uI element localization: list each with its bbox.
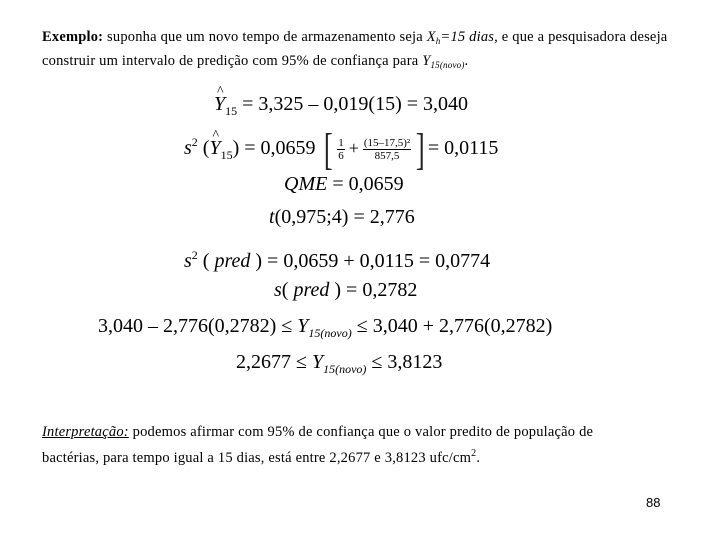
page-number: 88 (646, 495, 661, 510)
xh-symbol: $X_h=15$ dias, (426, 29, 498, 46)
example-label: Exemplo: (42, 29, 104, 45)
intro-text-2: e que a pesquisadora deseja construir um intervalo de predição com 95% de confiança para (42, 29, 668, 69)
fraction-1: $\frac{1}{6}$ (338, 136, 344, 162)
interpretation-paragraph: Interpretação: podemos afirmar com 95% de confiança que o valor predito de população de bactérias, para tempo igual a 15 dias, está entre 2,2677 e 3,8123 ufc/$cm^2$. (42, 424, 594, 466)
interpretation-text: podemos afirmar com 95% de confiança que o valor predito de população de bactérias, para tempo igual a 15 dias, está entre 2,2677 e 3,8123 ufc/cm (42, 424, 594, 466)
intro-text-1: suponha que um novo tempo de armazenamento seja (103, 29, 427, 45)
equation-variance-yhat: $s^2$ (^ $Y_{15}) = 0,0659$ [ $\frac{1}{6}$ + $\frac{\text{(15–17,5)²}}{857,5}$ ] = 0,0115 (184, 130, 498, 170)
left-bracket: [ (323, 125, 333, 174)
equation-t-value: t(0,975;4) = 2,776 (269, 206, 415, 228)
intro-paragraph: Exemplo: suponha que um novo tempo de armazenamento seja $X_h=15$ dias, e que a pesquisadora deseja construir um intervalo de predição com 95% de confiança para $Y_{15(novo)}$. (42, 29, 668, 70)
fraction-2: $\frac{\text{(15–17,5)²}}{857,5}$ (363, 136, 411, 162)
equation-sd-pred: s( pred ) = 0,2782 (274, 279, 418, 301)
equation-variance-pred: $s^2$ ( pred ) = 0,0659 + 0,0115 = 0,0774 (184, 248, 491, 272)
y-symbol: $Y_{15(novo)}$ (422, 53, 465, 70)
interpretation-label: Interpretação: (42, 424, 129, 440)
equation-interval-result: $2,2677 \le Y_{15(novo)} \le 3,8123$ (236, 351, 443, 376)
equation-interval: $3,040 - 2,776(0,2782) \le Y_{15(novo)} \le 3,040 + 2,776(0,2782)$ (98, 315, 553, 340)
equation-qme: QME = 0,0659 (284, 173, 404, 195)
equation-yhat: ^ $Y_{15} = 3,325 - 0,019(15) = 3,040$ (214, 92, 468, 123)
right-bracket: ] (416, 125, 425, 174)
